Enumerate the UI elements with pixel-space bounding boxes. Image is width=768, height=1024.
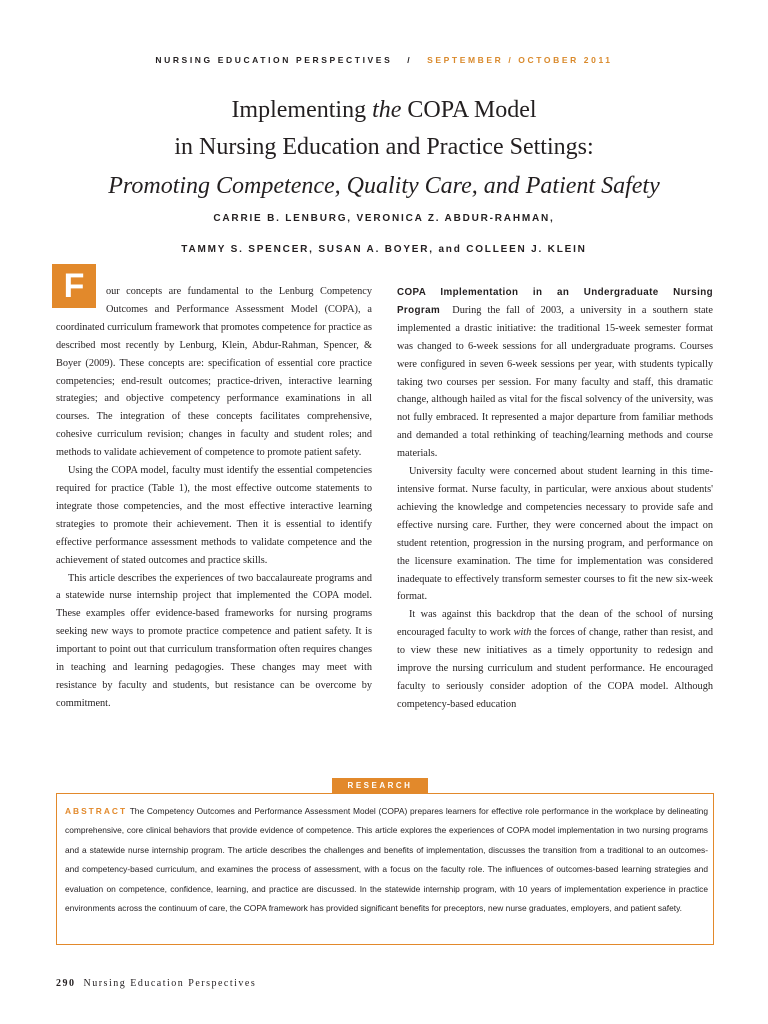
paragraph: This article describes the experiences of two baccalaureate programs and a statewide nurse internship project that implemented the COPA model. These examples offer evidence-based frameworks for nursing programs seeking new ways to promote practice competence and patient safety. It is important to point out that curriculum transformation often requires changes in teaching and learning pedagogies. These changes may meet with resistance by faculty and students, but resistance can be overcome by commitment. xyxy=(56,572,372,709)
authors-line-1: CARRIE B. LENBURG, VERONICA Z. ABDUR-RAHMAN, xyxy=(213,213,555,224)
paragraph-text: our concepts are fundamental to the Lenburg Competency Outcomes and Performance Assessment Model (COPA), a coordinated curriculum framework that promotes competence for practice as described most recently by Lenburg, Klein, Abdur-Rahman, Spencer, & Boyer (2009). These concepts are: specification of essential core practice competencies; end-result outcomes; practice-driven, interactive learning strategies; and objective competency performance examinations in all courses. The integration of these concepts facilitates comprehensive, cohesive curriculum revision; changes in faculty and student roles; and methods to validate achievement of competence to promote patient safety. xyxy=(56,286,372,459)
title-italic-word: the xyxy=(372,97,402,123)
paragraph xyxy=(397,606,713,713)
subtitle: Promoting Competence, Quality Care, and Patient Safety xyxy=(108,173,660,199)
paragraph: University faculty were concerned about student learning in this time-intensive format. Nurse faculty, in particular, were anxious about students' achieving the knowledge and competencies necessary to provide safe and effective nursing care. Further, they were concerned about the impact on student retention, progression in the nursing program, and performance on the licensure examination. The time for implementation was considered inadequate to effectively transform semester courses to fit the new six-week format. xyxy=(397,466,713,603)
page-number: 290 xyxy=(56,978,76,989)
right-column xyxy=(397,284,713,714)
paragraph xyxy=(56,267,372,462)
header-journal: NURSING EDUCATION PERSPECTIVES xyxy=(155,55,393,65)
title-line-2: in Nursing Education and Practice Settings: xyxy=(174,134,594,160)
header-separator: / xyxy=(407,55,413,65)
research-label: RESEARCH xyxy=(332,778,428,793)
paragraph-text: the forces of change, rather than resist, and to view these new initiatives as a timely opportunity to redesign and improve the nursing curriculum and student performance. He encouraged faculty to seriously consider adoption of the COPA model. Although competency-based education xyxy=(397,627,713,710)
title-line-1 xyxy=(0,92,768,128)
left-column xyxy=(56,267,372,713)
paragraph: Using the COPA model, faculty must identify the essential competencies required for practice (Table 1), the most effective outcome statements to integrate those competencies, and the most effective interactive learning strategies to promote their achievement. Then it is essential to identify effective performance assessment methods to validate competence and the achievement of stated outcomes and practice skills. xyxy=(56,465,372,566)
abstract-label: ABSTRACT xyxy=(65,806,128,816)
running-header xyxy=(0,55,768,65)
authors-line-2: TAMMY S. SPENCER, SUSAN A. BOYER, and COLLEEN J. KLEIN xyxy=(181,244,587,255)
page-footer xyxy=(56,978,256,989)
title-text: Implementing xyxy=(231,97,373,123)
title-text: COPA Model xyxy=(401,97,537,123)
footer-journal: Nursing Education Perspectives xyxy=(83,978,257,989)
emphasis: with xyxy=(513,627,532,639)
abstract xyxy=(65,802,708,918)
section-heading: COPA Implementation in an Undergraduate Nursing Program xyxy=(397,287,713,316)
abstract-text: The Competency Outcomes and Performance Assessment Model (COPA) prepares learners for effective role performance in the workplace by delineating comprehensive, core clinical behaviors that provide evidence of competence. This article explores the experiences of COPA model implementation in two nursing programs and a statewide nurse internship program. The article describes the challenges and benefits of implementation, discusses the transition from a traditional to an outcomes- and competency-based curriculum, and examines the process of assessment, with a focus on the faculty role. The influences of outcomes-based learning strategies and evaluation on competence, confidence, learning, and practice are discussed. In the statewide internship program, with 10 years of implementation experience in practice environments across the continuum of care, the COPA framework has provided significant benefits for preceptors, new nurse graduates, employers, and patient safety. xyxy=(65,806,708,914)
header-issue: SEPTEMBER / OCTOBER 2011 xyxy=(427,55,613,65)
paragraph-text: During the fall of 2003, a university in a southern state implemented a drastic initiative: the traditional 15-week semester format was changed to 6-week sessions for all undergraduate programs. Courses were configured in seven 6-week sessions per year, with students typically taking two courses per session. For many faculty and staff, this dramatic change, although hailed as vital for the fiscal solvency of the university, was not fully embraced. It represented a major departure from familiar methods and demanded a total rethinking of teaching/learning methods and course materials. xyxy=(397,304,713,460)
paragraph-text: It was against this backdrop that the dean of the school of nursing encouraged faculty to work xyxy=(397,609,713,639)
drop-cap: F xyxy=(52,264,96,308)
paragraph xyxy=(397,284,713,463)
